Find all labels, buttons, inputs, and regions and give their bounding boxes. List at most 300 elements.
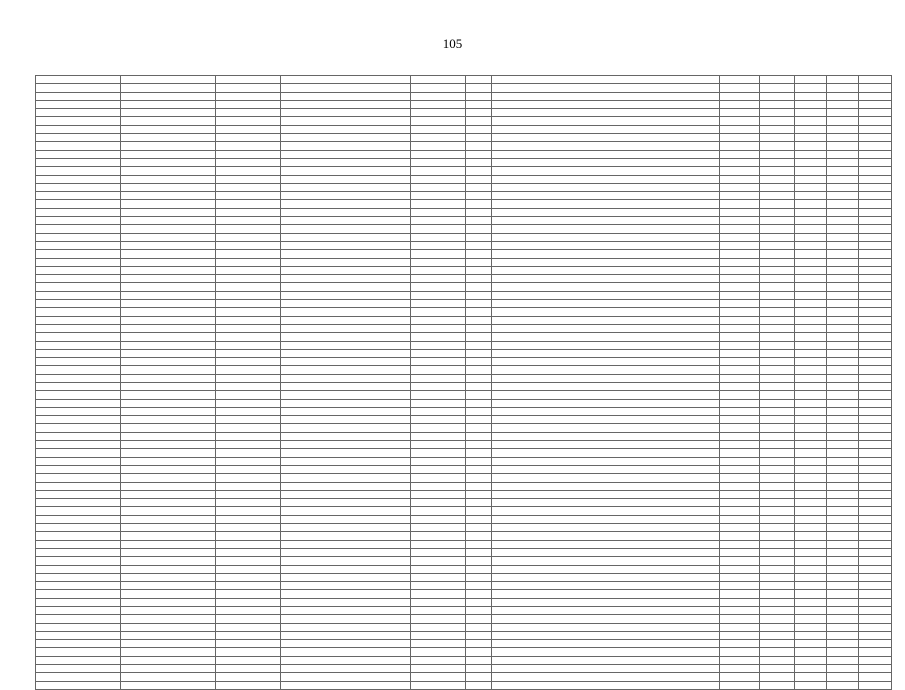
table-row [36, 125, 892, 133]
table-cell [827, 275, 859, 283]
table-cell [121, 158, 216, 166]
table-cell [411, 648, 466, 656]
table-cell [720, 250, 760, 258]
table-cell [720, 499, 760, 507]
table-cell [36, 258, 121, 266]
table-cell [795, 324, 827, 332]
table-cell [36, 233, 121, 241]
table-cell [827, 474, 859, 482]
table-cell [492, 457, 720, 465]
table-cell [827, 266, 859, 274]
table-cell [760, 134, 795, 142]
table-cell [859, 557, 892, 565]
table-cell [411, 109, 466, 117]
table-cell [121, 175, 216, 183]
table-cell [281, 349, 411, 357]
table-cell [492, 582, 720, 590]
table-cell [466, 225, 492, 233]
table-cell [121, 134, 216, 142]
table-cell [720, 258, 760, 266]
table-cell [216, 399, 281, 407]
table-row [36, 432, 892, 440]
table-cell [720, 382, 760, 390]
table-cell [216, 465, 281, 473]
table-cell [795, 391, 827, 399]
table-cell [281, 192, 411, 200]
table-cell [281, 540, 411, 548]
table-cell [121, 200, 216, 208]
table-cell [411, 532, 466, 540]
table-cell [36, 457, 121, 465]
table-cell [281, 358, 411, 366]
table-cell [720, 366, 760, 374]
table-cell [827, 590, 859, 598]
table-cell [281, 374, 411, 382]
table-cell [281, 233, 411, 241]
table-cell [492, 100, 720, 108]
table-row [36, 515, 892, 523]
table-cell [492, 366, 720, 374]
table-cell [795, 499, 827, 507]
table-cell [795, 316, 827, 324]
table-cell [859, 449, 892, 457]
table-cell [121, 673, 216, 681]
table-cell [281, 308, 411, 316]
table-cell [36, 565, 121, 573]
table-cell [795, 573, 827, 581]
table-cell [795, 449, 827, 457]
table-cell [216, 391, 281, 399]
table-cell [795, 540, 827, 548]
table-cell [827, 515, 859, 523]
table-cell [411, 283, 466, 291]
table-cell [36, 631, 121, 639]
table-cell [466, 499, 492, 507]
table-cell [281, 266, 411, 274]
table-cell [411, 615, 466, 623]
table-cell [827, 432, 859, 440]
table-cell [760, 117, 795, 125]
table-cell [720, 656, 760, 664]
table-cell [720, 92, 760, 100]
table-row [36, 615, 892, 623]
table-cell [281, 499, 411, 507]
table-cell [859, 291, 892, 299]
table-cell [281, 590, 411, 598]
table-cell [827, 382, 859, 390]
table-cell [827, 283, 859, 291]
table-cell [492, 631, 720, 639]
table-cell [720, 316, 760, 324]
table-cell [216, 623, 281, 631]
table-cell [827, 217, 859, 225]
table-cell [720, 183, 760, 191]
table-cell [827, 524, 859, 532]
table-cell [466, 665, 492, 673]
table-cell [281, 474, 411, 482]
table-cell [760, 548, 795, 556]
table-cell [827, 158, 859, 166]
table-cell [720, 424, 760, 432]
table-cell [216, 125, 281, 133]
table-cell [720, 117, 760, 125]
table-cell [760, 607, 795, 615]
table-cell [36, 142, 121, 150]
table-cell [36, 225, 121, 233]
table-cell [720, 233, 760, 241]
table-row [36, 233, 892, 241]
table-cell [281, 333, 411, 341]
table-cell [36, 432, 121, 440]
table-cell [859, 324, 892, 332]
table-cell [760, 382, 795, 390]
table-cell [760, 648, 795, 656]
table-cell [281, 134, 411, 142]
table-cell [827, 615, 859, 623]
table-row [36, 258, 892, 266]
table-cell [281, 449, 411, 457]
table-cell [121, 208, 216, 216]
table-cell [827, 499, 859, 507]
table-cell [411, 416, 466, 424]
table-cell [281, 125, 411, 133]
table-cell [760, 391, 795, 399]
table-cell [720, 457, 760, 465]
table-cell [827, 316, 859, 324]
table-cell [859, 607, 892, 615]
table-cell [216, 266, 281, 274]
table-cell [281, 117, 411, 125]
table-cell [466, 441, 492, 449]
table-cell [216, 225, 281, 233]
table-cell [281, 217, 411, 225]
table-cell [411, 598, 466, 606]
table-cell [121, 308, 216, 316]
table-cell [827, 300, 859, 308]
table-cell [121, 250, 216, 258]
table-cell [760, 324, 795, 332]
table-cell [36, 283, 121, 291]
table-cell [827, 557, 859, 565]
table-cell [760, 432, 795, 440]
table-cell [827, 507, 859, 515]
table-cell [36, 117, 121, 125]
table-cell [492, 92, 720, 100]
table-row [36, 457, 892, 465]
table-cell [466, 590, 492, 598]
table-cell [760, 349, 795, 357]
table-cell [281, 607, 411, 615]
table-cell [720, 532, 760, 540]
table-cell [216, 76, 281, 84]
table-cell [859, 482, 892, 490]
table-cell [411, 117, 466, 125]
table-cell [760, 333, 795, 341]
table-cell [827, 192, 859, 200]
table-cell [859, 349, 892, 357]
table-cell [466, 258, 492, 266]
table-cell [760, 582, 795, 590]
table-cell [859, 515, 892, 523]
table-cell [827, 573, 859, 581]
table-cell [492, 640, 720, 648]
table-cell [760, 540, 795, 548]
table-row [36, 100, 892, 108]
table-cell [411, 665, 466, 673]
table-cell [121, 399, 216, 407]
table-cell [411, 291, 466, 299]
table-cell [795, 341, 827, 349]
table-cell [281, 681, 411, 689]
table-cell [411, 217, 466, 225]
table-row [36, 640, 892, 648]
table-cell [216, 324, 281, 332]
table-cell [795, 681, 827, 689]
table-cell [216, 233, 281, 241]
table-cell [466, 573, 492, 581]
table-cell [859, 300, 892, 308]
table-cell [859, 623, 892, 631]
table-cell [216, 341, 281, 349]
table-cell [281, 341, 411, 349]
table-cell [720, 607, 760, 615]
table-cell [36, 266, 121, 274]
table-cell [466, 432, 492, 440]
table-cell [216, 241, 281, 249]
table-cell [760, 341, 795, 349]
table-cell [281, 250, 411, 258]
table-cell [466, 615, 492, 623]
table-cell [121, 217, 216, 225]
table-cell [281, 283, 411, 291]
table-cell [466, 200, 492, 208]
table-cell [121, 382, 216, 390]
table-cell [281, 92, 411, 100]
table-cell [216, 217, 281, 225]
table-cell [216, 200, 281, 208]
table-cell [121, 565, 216, 573]
table-cell [760, 449, 795, 457]
table-cell [121, 358, 216, 366]
table-cell [121, 540, 216, 548]
table-cell [281, 416, 411, 424]
table-cell [859, 125, 892, 133]
table-cell [121, 515, 216, 523]
table-cell [121, 607, 216, 615]
table-cell [720, 208, 760, 216]
table-cell [216, 673, 281, 681]
table-cell [411, 432, 466, 440]
table-cell [720, 308, 760, 316]
table-cell [720, 582, 760, 590]
table-cell [492, 648, 720, 656]
table-cell [216, 598, 281, 606]
table-cell [216, 607, 281, 615]
table-row [36, 482, 892, 490]
table-cell [760, 217, 795, 225]
table-cell [36, 449, 121, 457]
table-cell [36, 573, 121, 581]
table-cell [492, 507, 720, 515]
table-cell [492, 656, 720, 664]
table-cell [827, 623, 859, 631]
table-cell [492, 175, 720, 183]
table-cell [795, 590, 827, 598]
table-row [36, 109, 892, 117]
table-cell [492, 391, 720, 399]
table-cell [281, 507, 411, 515]
table-cell [492, 84, 720, 92]
table-cell [281, 640, 411, 648]
table-cell [492, 474, 720, 482]
table-cell [36, 76, 121, 84]
table-cell [466, 640, 492, 648]
table-cell [859, 233, 892, 241]
table-cell [720, 125, 760, 133]
table-row [36, 200, 892, 208]
table-cell [795, 100, 827, 108]
table-cell [827, 424, 859, 432]
table-cell [216, 515, 281, 523]
table-cell [827, 291, 859, 299]
table-cell [121, 349, 216, 357]
table-cell [859, 465, 892, 473]
table-cell [216, 582, 281, 590]
table-cell [859, 441, 892, 449]
table-cell [36, 640, 121, 648]
table-cell [466, 167, 492, 175]
table-cell [466, 158, 492, 166]
table-cell [281, 565, 411, 573]
table-cell [121, 598, 216, 606]
table-row [36, 465, 892, 473]
table-cell [411, 407, 466, 415]
table-cell [760, 457, 795, 465]
table-cell [760, 366, 795, 374]
table-cell [121, 441, 216, 449]
table-cell [411, 681, 466, 689]
table-cell [411, 225, 466, 233]
table-row [36, 490, 892, 498]
table-cell [760, 158, 795, 166]
table-cell [121, 457, 216, 465]
table-cell [827, 540, 859, 548]
table-cell [795, 366, 827, 374]
table-cell [492, 607, 720, 615]
table-cell [827, 648, 859, 656]
table-cell [281, 482, 411, 490]
table-cell [411, 208, 466, 216]
table-cell [827, 183, 859, 191]
table-cell [760, 84, 795, 92]
table-cell [281, 100, 411, 108]
table-cell [466, 333, 492, 341]
table-cell [760, 125, 795, 133]
table-cell [411, 275, 466, 283]
table-cell [466, 474, 492, 482]
table-cell [795, 407, 827, 415]
table-cell [216, 84, 281, 92]
table-row [36, 673, 892, 681]
table-cell [760, 665, 795, 673]
table-cell [720, 300, 760, 308]
table-row [36, 225, 892, 233]
table-cell [760, 291, 795, 299]
table-cell [720, 441, 760, 449]
table-cell [795, 308, 827, 316]
table-cell [216, 382, 281, 390]
table-cell [36, 540, 121, 548]
table-cell [36, 399, 121, 407]
table-cell [720, 615, 760, 623]
table-cell [795, 457, 827, 465]
table-row [36, 449, 892, 457]
table-cell [216, 590, 281, 598]
table-row [36, 134, 892, 142]
table-cell [827, 582, 859, 590]
table-cell [827, 142, 859, 150]
table-cell [121, 374, 216, 382]
table-cell [121, 499, 216, 507]
table-cell [760, 241, 795, 249]
table-cell [859, 399, 892, 407]
table-cell [492, 499, 720, 507]
table-cell [121, 449, 216, 457]
table-cell [795, 283, 827, 291]
table-row [36, 582, 892, 590]
table-cell [281, 424, 411, 432]
table-cell [216, 283, 281, 291]
table-cell [121, 582, 216, 590]
table-cell [859, 366, 892, 374]
table-cell [859, 391, 892, 399]
table-cell [411, 607, 466, 615]
table-cell [466, 648, 492, 656]
table-cell [720, 167, 760, 175]
table-cell [216, 192, 281, 200]
table-cell [466, 192, 492, 200]
table-row [36, 548, 892, 556]
table-cell [859, 225, 892, 233]
table-cell [795, 134, 827, 142]
table-cell [216, 573, 281, 581]
table-cell [492, 441, 720, 449]
table-cell [411, 499, 466, 507]
table-cell [859, 416, 892, 424]
table-cell [827, 449, 859, 457]
table-cell [411, 656, 466, 664]
table-cell [859, 507, 892, 515]
table-cell [760, 266, 795, 274]
table-cell [466, 142, 492, 150]
table-cell [36, 316, 121, 324]
table-cell [760, 283, 795, 291]
table-cell [795, 200, 827, 208]
table-cell [121, 532, 216, 540]
table-cell [827, 134, 859, 142]
table-cell [281, 673, 411, 681]
table-row [36, 631, 892, 639]
table-cell [859, 241, 892, 249]
table-cell [36, 366, 121, 374]
table-cell [466, 524, 492, 532]
table-cell [795, 92, 827, 100]
table-cell [466, 416, 492, 424]
table-row [36, 250, 892, 258]
table-cell [216, 441, 281, 449]
table-cell [466, 117, 492, 125]
table-cell [492, 358, 720, 366]
